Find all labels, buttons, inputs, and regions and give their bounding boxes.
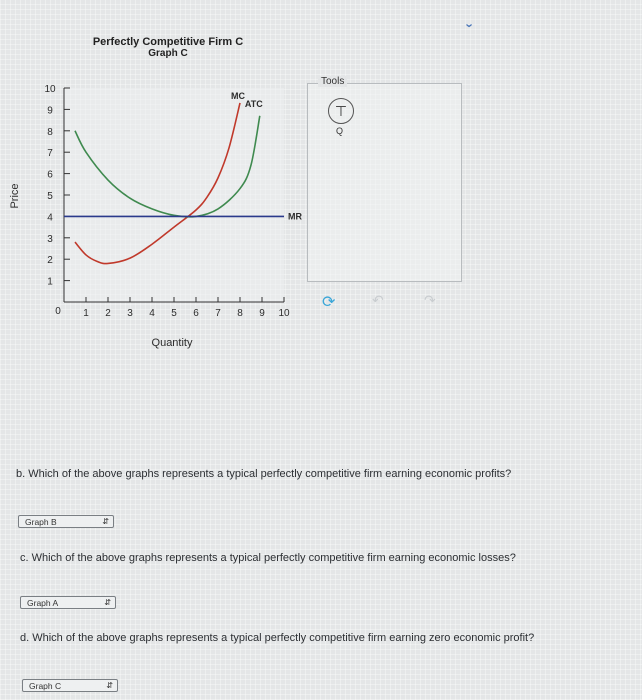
undo-icon[interactable]: ↶ [372, 292, 384, 308]
x-tick-label: 7 [215, 308, 221, 319]
y-tick-label: 9 [47, 105, 53, 117]
question-b: b. Which of the above graphs represents a typical perfectly competitive firm earning economic profits? [16, 468, 512, 480]
tool-caption: Q [336, 126, 344, 136]
y-tick-label: 5 [47, 191, 53, 202]
y-tick-label: 3 [47, 233, 53, 245]
y-axis-title: Price [9, 183, 21, 209]
y-tick-label: 7 [47, 148, 53, 160]
x-tick-label: 8 [237, 308, 243, 319]
series-label-atc: ATC [244, 98, 263, 109]
y-tick-label: 4 [47, 212, 53, 224]
question-c: c. Which of the above graphs represents a typical perfectly competitive firm earning economic losses? [20, 552, 516, 564]
answer-select-b[interactable] [18, 515, 114, 528]
series-label-mr: MR [288, 211, 302, 222]
series-label-mc: MC [231, 90, 245, 101]
price-quantity-probe-icon[interactable]: ⊤ [328, 98, 354, 124]
select-arrow-icon: ⇵ [106, 681, 113, 690]
question-d: d. Which of the above graphs represents a typical perfectly competitive firm earning zero economic profit? [20, 632, 535, 644]
y-tick-label: 6 [47, 169, 53, 181]
answer-select-d-value: Graph C [29, 681, 62, 691]
answer-select-c-value: Graph A [27, 598, 59, 608]
x-tick-label: 6 [193, 308, 199, 319]
reset-icon[interactable]: ⟳ [322, 294, 336, 311]
answer-select-c[interactable] [20, 596, 116, 609]
x-tick-label: 1 [83, 308, 89, 319]
x-tick-label: 4 [149, 308, 155, 319]
x-axis-title: Quantity [151, 337, 193, 349]
select-arrow-icon: ⇵ [102, 517, 109, 526]
select-arrow-icon: ⇵ [104, 598, 111, 607]
plot-area [64, 88, 284, 302]
y-tick-label: 8 [47, 126, 53, 138]
y-tick-label: 1 [47, 276, 53, 288]
answer-select-d[interactable] [22, 679, 118, 692]
x-tick-label: 9 [259, 308, 265, 319]
chart-title: Perfectly Competitive Firm C [92, 36, 244, 48]
origin-label: 0 [55, 306, 61, 317]
y-tick-label: 10 [44, 84, 56, 95]
answer-select-b-value: Graph B [25, 517, 57, 527]
tools-label: Tools [318, 76, 347, 87]
x-tick-label: 5 [171, 308, 177, 319]
x-tick-label: 3 [127, 308, 133, 319]
chart-subtitle: Graph C [148, 48, 188, 59]
x-tick-label: 2 [105, 308, 111, 319]
collapse-chevron-icon[interactable]: › [462, 23, 478, 28]
x-tick-label: 10 [278, 308, 290, 319]
redo-icon[interactable]: ↷ [424, 292, 436, 308]
y-tick-label: 2 [47, 255, 53, 267]
